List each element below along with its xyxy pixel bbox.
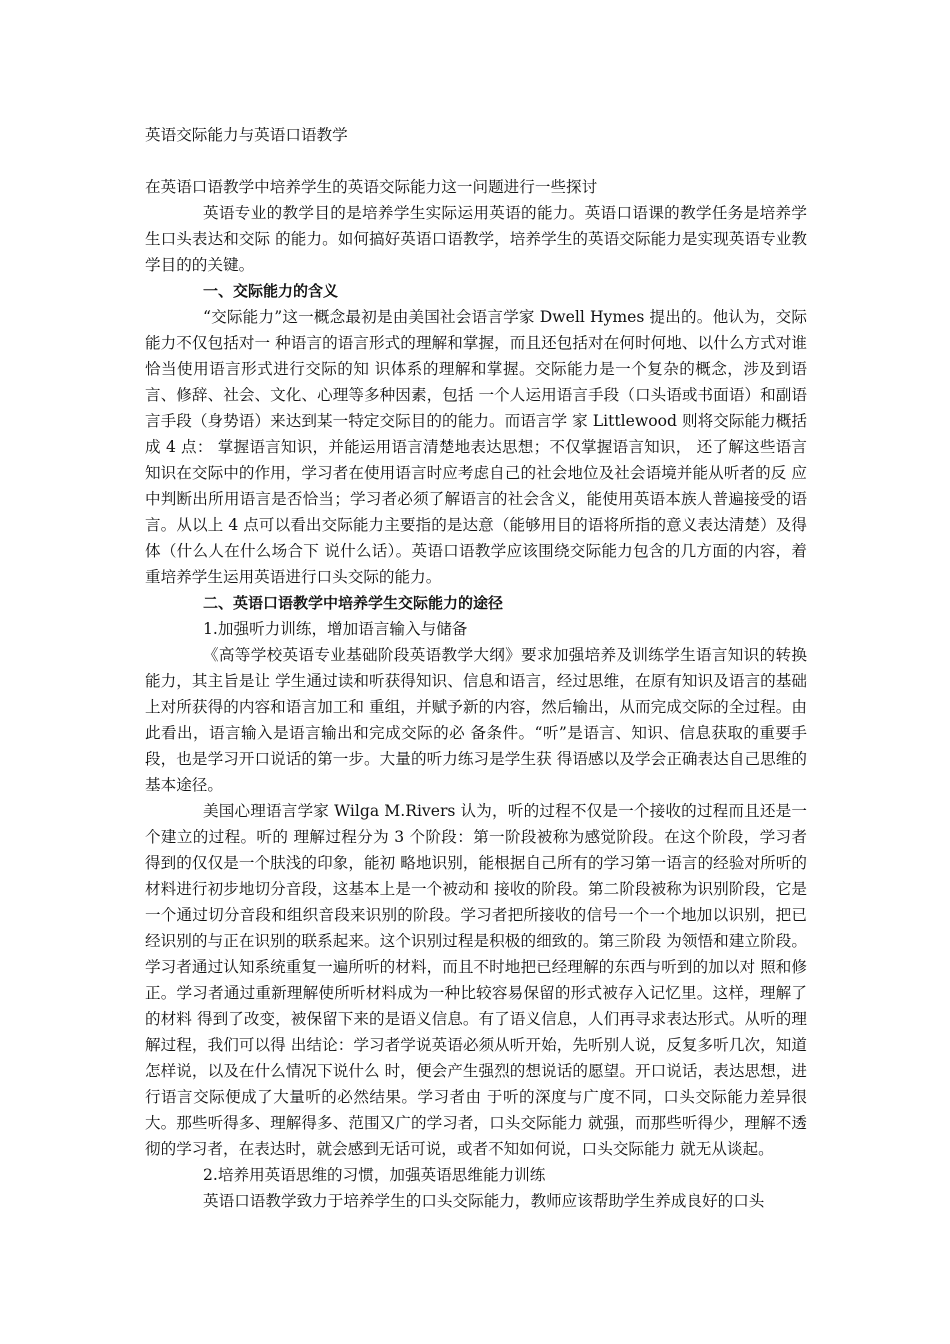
section-1-heading: 一、交际能力的含义 xyxy=(203,282,339,300)
section-1-paragraph: “交际能力”这一概念最初是由美国社会语言学家 Dwell Hymes 提出的。他认为，交际能力不仅包括对一 种语言的语言形式的理解和掌握，而且还包括对在何时何地、以什么方式对谁恰当使用语言形式进行交际的知 识体系的理解和掌握。交际能力是一个复杂的概念，涉及到语言、修辞、社会、文化、心理等多种因素，包括 一个人运用语言手段（口头语或书面语）和副语言手段（身势语）来达到某一特定交际目的的能力。而语言学 家 Littlewood 则将交际能力概括成 4 点： 掌握语言知识，并能运用语言清楚地表达思想；不仅掌握语言知识， 还了解这些语言知识在交际中的作用，学习者在使用语言时应考虑自己的社会地位及社会语境并能从听者的反 应中判断出所用语言是否恰当；学习者必须了解语言的社会含义，能使用英语本族人普遍接受的语言。从以上 4 点可以看出交际能力主要指的是达意（能够用目的语将所指的意义表达清楚）及得体（什么人在什么场合下 说什么话）。英语口语教学应该围绕交际能力包含的几方面的内容，着重培养学生运用英语进行口头交际的能力。 xyxy=(145,308,807,586)
section-2-heading: 二、英语口语教学中培养学生交际能力的途径 xyxy=(203,594,504,612)
section-2-paragraph-2: 美国心理语言学家 Wilga M.Rivers 认为，听的过程不仅是一个接收的过程而且还是一个建立的过程。听的 理解过程分为 3 个阶段：第一阶段被称为感觉阶段。在这个阶段，学习者得到的仅仅是一个肤浅的印象，能初 略地识别，能根据自己所有的学习第一语言的经验对所听的材料进行初步地切分音段，这基本上是一个被动和 接收的阶段。第二阶段被称为识别阶段，它是一个通过切分音段和组织音段来识别的阶段。学习者把所接收的信号一个一个地加以识别，把已经识别的与正在识别的联系起来。这个识别过程是积极的细致的。第三阶段 为领悟和建立阶段。学习者通过认知系统重复一遍所听的材料，而且不时地把已经理解的东西与听到的加以对 照和修正。学习者通过重新理解使所听材料成为一种比较容易保留的形式被存入记忆里。这样，理解了的材料 得到了改变，被保留下来的是语义信息。有了语义信息，人们再寻求表达形式。从听的理解过程，我们可以得 出结论：学习者学说英语必须从听开始，先听别人说，反复多听几次，知道怎样说，以及在什么情况下说什么 时，便会产生强烈的想说话的愿望。开口说话，表达思想，进行语言交际便成了大量听的必然结果。学习者由 于听的深度与广度不同，口头交际能力差异很大。那些听得多、理解得多、范围又广的学习者，口头交际能力 就强，而那些听得少，理解不透彻的学习者，在表达时，就会感到无话可说，或者不知如何说，口头交际能力 就无从谈起。 xyxy=(145,802,807,1158)
section-2-subheading-1: 1.加强听力训练，增加语言输入与储备 xyxy=(203,620,468,638)
section-2-subheading-2: 2.培养用英语思维的习惯，加强英语思维能力训练 xyxy=(203,1166,546,1184)
intro-paragraph: 英语专业的教学目的是培养学生实际运用英语的能力。英语口语课的教学任务是培养学生口头表达和交际 的能力。如何搞好英语口语教学，培养学生的英语交际能力是实现英语专业教学目的的关键。 xyxy=(145,204,807,274)
section-2-paragraph-1: 《高等学校英语专业基础阶段英语教学大纲》要求加强培养及训练学生语言知识的转换能力，其主旨是让 学生通过读和听获得知识、信息和语言，经过思维，在原有知识及语言的基础上对所获得的内容和语言加工和 重组，并赋予新的内容，然后输出，从而完成交际的全过程。由此看出，语言输入是语言输出和完成交际的必 备条件。“听”是语言、知识、信息获取的重要手段，也是学习开口说话的第一步。大量的听力练习是学生获 得语感以及学会正确表达自己思维的基本途径。 xyxy=(145,646,807,794)
document-subtitle: 在英语口语教学中培养学生的英语交际能力这一问题进行一些探讨 xyxy=(145,178,598,196)
section-2-paragraph-3: 英语口语教学致力于培养学生的口头交际能力，教师应该帮助学生养成良好的口头 xyxy=(203,1192,765,1210)
document-title: 英语交际能力与英语口语教学 xyxy=(145,126,348,144)
document-page xyxy=(145,122,807,1214)
